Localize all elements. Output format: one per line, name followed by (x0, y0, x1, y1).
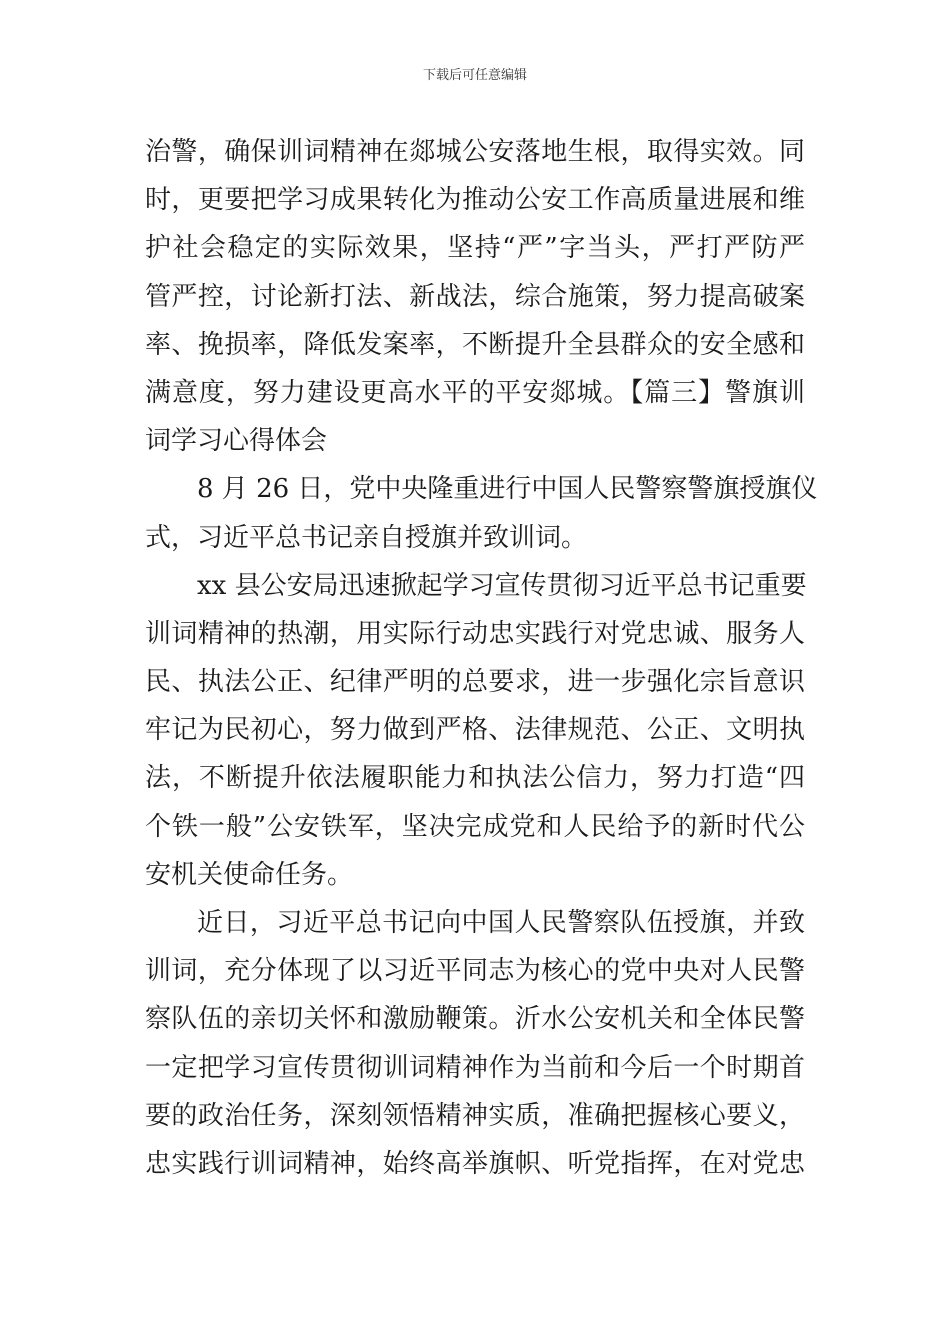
text-line: 牢记为民初心，努力做到严格、法律规范、公正、文明执 (145, 715, 805, 746)
text-line: 个铁一般”公安铁军，坚决完成党和人民给予的新时代公 (145, 811, 805, 842)
text-line: 察队伍的亲切关怀和激励鞭策。沂水公安机关和全体民警 (145, 1004, 805, 1035)
text-line: 时，更要把学习成果转化为推动公安工作高质量进展和维 (145, 185, 805, 216)
text-line: 忠实践行训词精神，始终高举旗帜、听党指挥，在对党忠 (145, 1148, 805, 1179)
document-body (145, 128, 818, 1188)
text-line: 法，不断提升依法履职能力和执法公信力，努力打造“四 (145, 763, 805, 794)
text-line: 管严控，讨论新打法、新战法，综合施策，努力提高破案 (145, 281, 805, 312)
text-line: 词学习心得体会 (145, 426, 328, 457)
text-line: 近日，习近平总书记向中国人民警察队伍授旗，并致 (197, 908, 805, 938)
text-line: 训词精神的热潮，用实际行动忠实践行对党忠诚、服务人 (145, 618, 805, 649)
text-line: 8 月 26 日，党中央隆重进行中国人民警察警旗授旗仪 (197, 474, 818, 505)
text-line: 率、挽损率，降低发案率，不断提升全县群众的安全感和 (145, 329, 805, 360)
text-line: xx 县公安局迅速掀起学习宣传贯彻习近平总书记重要 (197, 570, 807, 601)
text-line: 满意度，努力建设更高水平的平安郯城。【篇三】警旗训 (145, 377, 805, 408)
text-line: 安机关使命任务。 (145, 859, 354, 890)
text-line: 治警，确保训词精神在郯城公安落地生根，取得实效。同 (145, 137, 805, 167)
text-line: 式，习近平总书记亲自授旗并致训词。 (145, 522, 588, 553)
text-line: 训词，充分体现了以习近平同志为核心的党中央对人民警 (145, 956, 805, 987)
text-line: 一定把学习宣传贯彻训词精神作为当前和今后一个时期首 (145, 1052, 805, 1083)
text-line: 护社会稳定的实际效果，坚持“严”字当头，严打严防严 (145, 233, 805, 264)
text-line: 要的政治任务，深刻领悟精神实质，准确把握核心要义， (145, 1100, 805, 1131)
text-line: 民、执法公正、纪律严明的总要求，进一步强化宗旨意识 (145, 667, 805, 698)
page-header: 下载后可任意编辑 (422, 68, 527, 83)
